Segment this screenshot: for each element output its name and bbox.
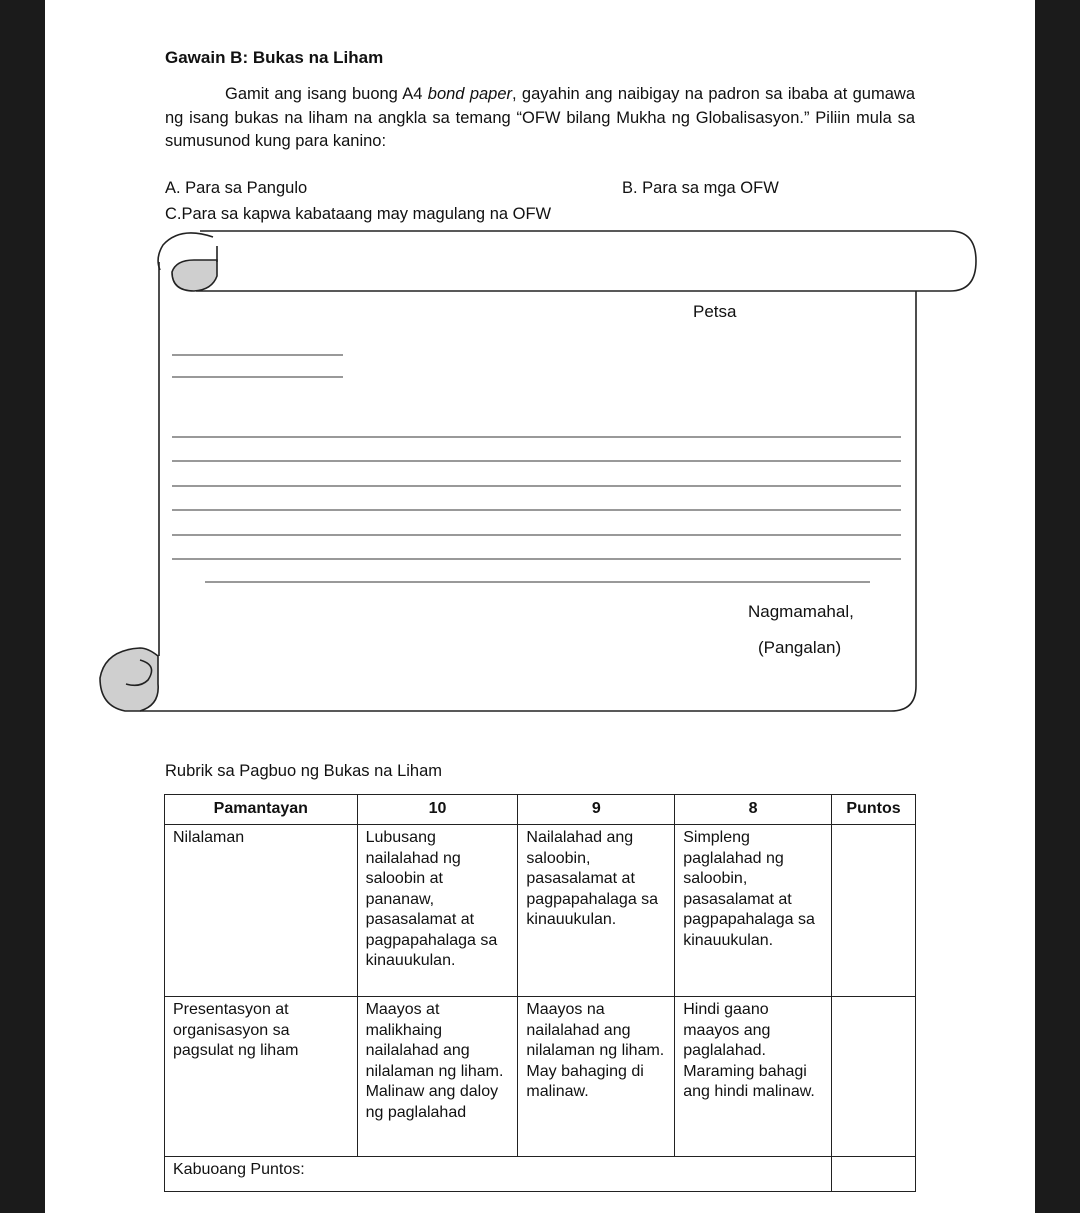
rubric-title: Rubrik sa Pagbuo ng Bukas na Liham: [165, 762, 443, 780]
scroll-bottom-roll: [100, 648, 158, 711]
points-cell[interactable]: [832, 825, 916, 997]
header-9: 9: [518, 795, 675, 825]
total-label: Kabuoang Puntos:: [165, 1157, 832, 1192]
rubric-header-row: [165, 795, 916, 825]
score-9-cell: Nailalahad ang saloobin, pasasalamat at pagpapahalaga sa kinauukulan.: [518, 825, 675, 997]
instruction-text-2: , gayahin ang naibigay na padron sa ibaba at gumawa ng isang bukas na liham na angkla sa temang “OFW bilang Mukha ng Globalisasyon.” Piliin mula sa sumusunod kung para kanino:: [165, 85, 915, 150]
score-10-cell: Maayos at malikhaing nailalahad ang nilalaman ng liham. Malinaw ang daloy ng paglalahad: [357, 997, 518, 1157]
letter-date-label: Petsa: [693, 302, 737, 321]
score-9-cell: Maayos na nailalahad ang nilalaman ng liham. May bahaging di malinaw.: [518, 997, 675, 1157]
instruction-italic: bond paper: [427, 85, 513, 103]
criterion-cell: Presentasyon at organisasyon sa pagsulat ng liham: [165, 997, 358, 1157]
activity-title: Gawain B: Bukas na Liham: [165, 48, 384, 67]
option-b: B. Para sa mga OFW: [622, 179, 779, 197]
header-pamantayan: Pamantayan: [165, 795, 358, 825]
scroll-top-roll: [172, 260, 217, 291]
scroll-bottom-edge: [140, 686, 916, 711]
table-row: [165, 825, 916, 997]
header-10: 10: [357, 795, 518, 825]
table-row: [165, 997, 916, 1157]
score-8-cell: Simpleng paglalahad ng saloobin, pasasalamat at pagpapahalaga sa kinauukulan.: [675, 825, 832, 997]
option-c: C.Para sa kapwa kabataang may magulang na OFW: [165, 205, 552, 223]
option-a: A. Para sa Pangulo: [165, 179, 308, 197]
score-10-cell: Lubusang nailalahad ng saloobin at pananaw, pasasalamat at pagpapahalaga sa kinauukulan.: [357, 825, 518, 997]
header-8: 8: [675, 795, 832, 825]
instruction-text-1: Gamit ang isang buong A4: [225, 85, 428, 103]
scroll-top-bar: [196, 231, 976, 291]
letter-signature: (Pangalan): [758, 638, 842, 657]
header-puntos: Puntos: [832, 795, 916, 825]
total-row: [165, 1157, 916, 1192]
rubric-table: [164, 794, 916, 1192]
criterion-cell: Nilalaman: [165, 825, 358, 997]
writing-lines: [172, 355, 901, 582]
score-8-cell: Hindi gaano maayos ang paglalahad. Maraming bahagi ang hindi malinaw.: [675, 997, 832, 1157]
total-points-cell[interactable]: [832, 1157, 916, 1192]
letter-closing: Nagmamahal,: [748, 602, 854, 621]
points-cell[interactable]: [832, 997, 916, 1157]
